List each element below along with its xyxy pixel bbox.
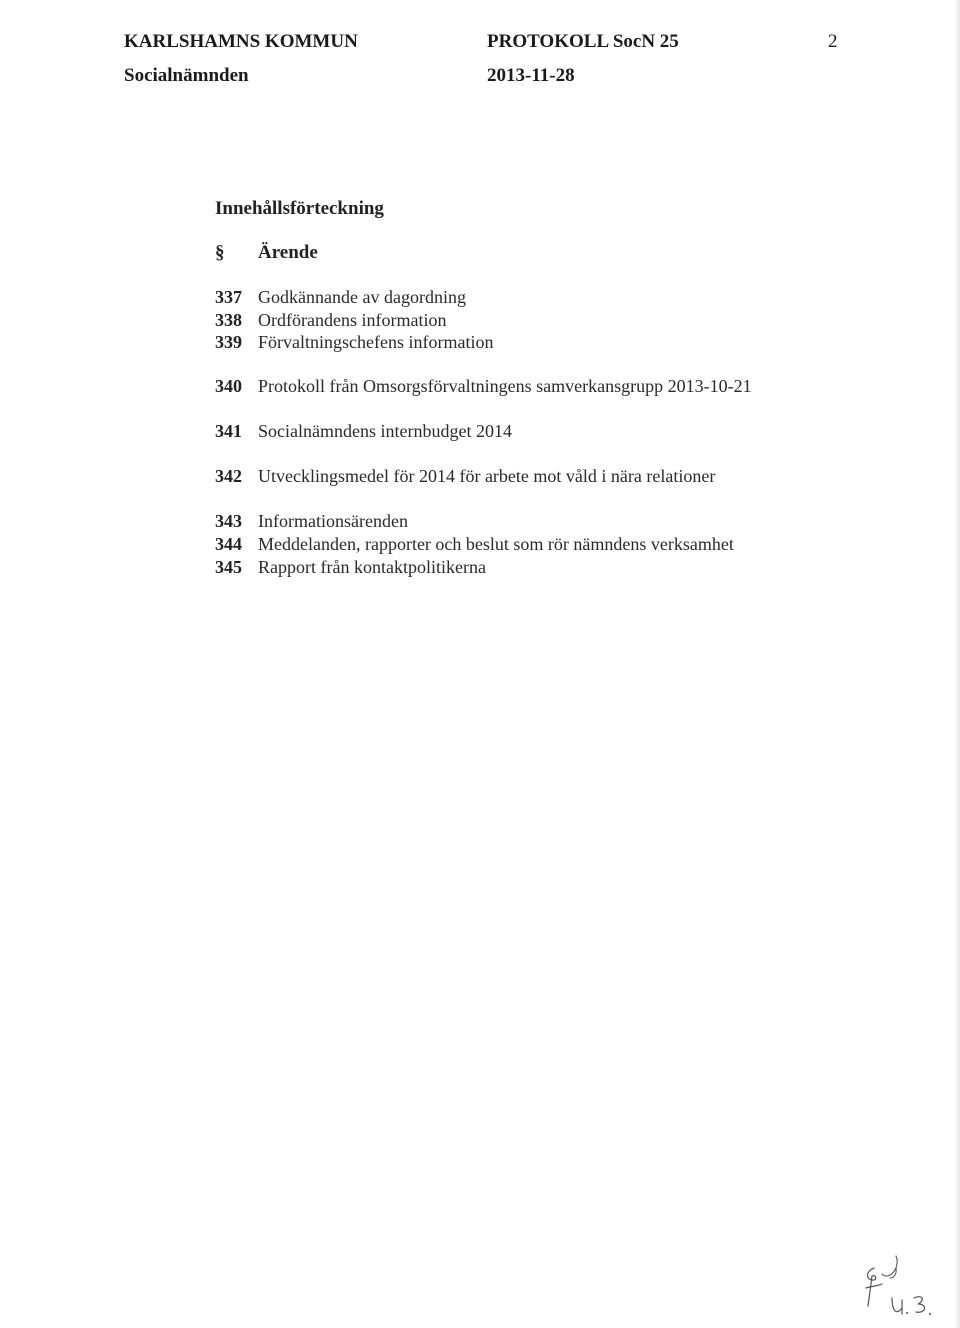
arende-column-heading: Ärende (258, 242, 318, 263)
toc-item (215, 421, 855, 443)
toc-item-number: 340 (215, 376, 242, 396)
toc-item (215, 310, 855, 332)
toc-item-number: 341 (215, 421, 242, 441)
toc-item-text: Rapport från kontaktpolitikerna (258, 557, 486, 577)
protocol-title: PROTOKOLL SocN 25 (487, 31, 679, 52)
toc-item-text: Ordförandens information (258, 310, 447, 330)
toc-item-text: Meddelanden, rapporter och beslut som rör nämndens verksamhet (258, 534, 734, 554)
section-symbol-heading: § (215, 242, 225, 263)
toc-item (215, 287, 855, 309)
toc-item-text: Förvaltningschefens information (258, 332, 494, 352)
toc-item-text: Godkännande av dagordning (258, 287, 466, 307)
handwritten-signature (852, 1248, 942, 1324)
toc-item-number: 345 (215, 557, 242, 577)
toc-item-number: 337 (215, 287, 242, 307)
toc-item (215, 534, 855, 556)
toc-item-text: Utvecklingsmedel för 2014 för arbete mot våld i nära relationer (258, 466, 716, 486)
toc-item (215, 511, 855, 533)
toc-item-text: Informationsärenden (258, 511, 408, 531)
page-edge-shadow (954, 0, 960, 1328)
toc-item-text: Protokoll från Omsorgsförvaltningens samverkansgrupp 2013-10-21 (258, 376, 752, 396)
department-name: Socialnämnden (124, 65, 249, 86)
page-number: 2 (828, 31, 838, 52)
toc-item (215, 376, 855, 398)
organization-name: KARLSHAMNS KOMMUN (124, 31, 358, 52)
toc-item-number: 344 (215, 534, 242, 554)
toc-item (215, 332, 855, 354)
toc-item (215, 557, 855, 579)
toc-item-number: 338 (215, 310, 242, 330)
toc-title: Innehållsförteckning (215, 198, 384, 219)
toc-item-number: 343 (215, 511, 242, 531)
protocol-date: 2013-11-28 (487, 65, 575, 86)
toc-item-number: 339 (215, 332, 242, 352)
toc-item-number: 342 (215, 466, 242, 486)
toc-item-text: Socialnämndens internbudget 2014 (258, 421, 512, 441)
toc-item (215, 466, 855, 488)
